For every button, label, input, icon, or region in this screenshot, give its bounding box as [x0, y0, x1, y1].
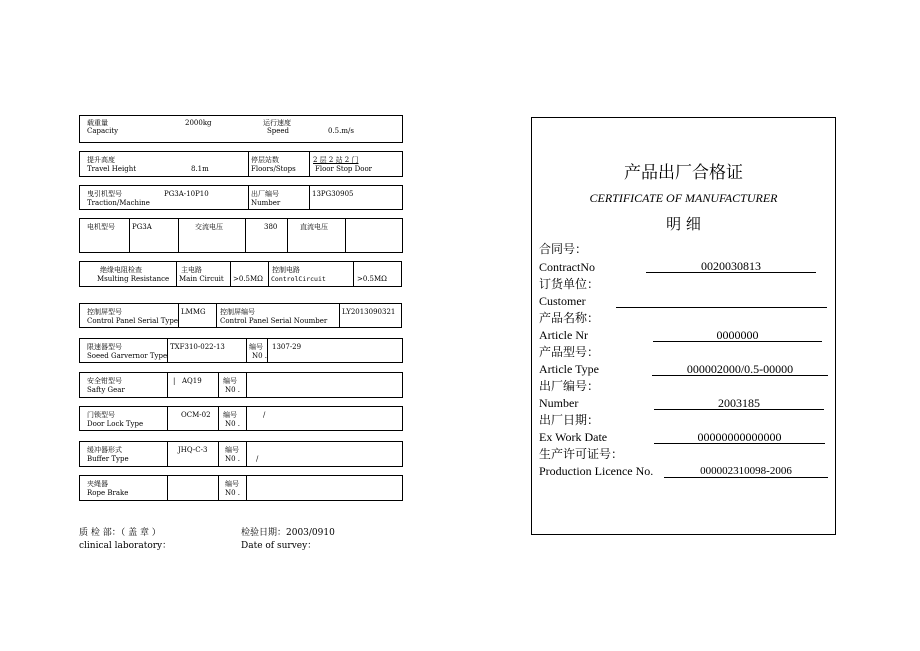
speed-label-en: Speed [267, 127, 290, 135]
insulation-label-en: Msulting Resistance [97, 275, 170, 283]
article-type-value: 000002000/0.5-00000 [652, 363, 828, 376]
floor-stop-door-label: Floor Stop Door [315, 165, 373, 173]
governor-number-value: 1307-29 [272, 343, 302, 351]
door-lock-value: OCM-02 [181, 411, 211, 419]
floors-stops-label-en: Floors/Stops [251, 165, 296, 173]
rope-brake-label-en: Rope Brake [87, 489, 129, 497]
rope-brake-number-label-cn: 编号 [225, 480, 239, 488]
row-control-panel [79, 303, 402, 328]
survey-date-label-cn: 检验日期：2003/0910 [241, 528, 335, 538]
control-circuit-label-cn: 控制电路 [272, 266, 300, 274]
article-type-label-en: Article Type [539, 362, 599, 376]
travel-height-value: 8.1m [191, 165, 209, 173]
control-panel-number-label-en: Control Panel Serial Noumber [220, 317, 328, 325]
control-circuit-label-en: ControlCircuit [271, 275, 326, 283]
capacity-label-en: Capacity [87, 127, 119, 135]
row-door-lock [79, 406, 403, 431]
row-buffer [79, 441, 403, 467]
customer-label-en: Customer [539, 294, 586, 308]
row-travel-height [79, 151, 403, 177]
control-circuit-value: >0.5MΩ [357, 275, 387, 283]
travel-height-label-cn: 提升高度 [87, 156, 115, 164]
buffer-value: JHQ-C-3 [178, 446, 208, 454]
safety-gear-value: AQ19 [182, 377, 202, 385]
motor-value: PG3A [132, 223, 152, 231]
customer-value [616, 295, 827, 308]
insulation-label-cn: 绝缘电阻检查 [100, 266, 142, 274]
row-capacity [79, 115, 403, 143]
row-traction-machine [79, 185, 403, 210]
door-lock-number-label-en: N0 . [225, 420, 241, 428]
door-lock-number-label-cn: 编号 [223, 411, 237, 419]
contract-label-cn: 合同号： [539, 242, 588, 256]
control-panel-type-value: LMMG [181, 308, 206, 316]
factory-number-value: 13PG30905 [312, 190, 354, 198]
speed-governor-value: TXF310-022-13 [170, 343, 225, 351]
safety-number-label-cn: 编号 [223, 377, 237, 385]
article-type-label-cn: 产品型号： [539, 345, 600, 359]
door-lock-number-value: / [263, 411, 266, 419]
certificate-panel [531, 117, 836, 535]
row-speed-governor [79, 338, 403, 363]
control-panel-type-label-en: Control Panel Serial Type [87, 317, 179, 325]
factory-number-label-cn: 出厂编号： [539, 379, 600, 393]
factory-number-label-en: Number [251, 199, 281, 207]
customer-label-cn: 订货单位： [539, 277, 600, 291]
lab-stamp-label-cn: 质 检 部：（ 盖 章 ） [79, 528, 161, 538]
article-name-label-cn: 产品名称： [539, 311, 600, 325]
licence-value: 000002310098-2006 [664, 465, 828, 478]
speed-governor-label-cn: 限速器型号 [87, 343, 122, 351]
dc-voltage-label: 直流电压 [300, 223, 328, 231]
buffer-label-cn: 缓冲器形式 [87, 446, 122, 454]
certificate-title-cn: 产品出厂合格证 [624, 163, 743, 183]
contract-value: 0020030813 [646, 260, 816, 273]
row-insulation [79, 261, 402, 287]
factory-number-label-en: Number [539, 396, 579, 410]
capacity-label-cn: 载重量 [87, 119, 108, 127]
governor-number-label-en: N0 . [252, 352, 268, 360]
speed-governor-label-en: Soeed Garvernor Type [87, 352, 168, 360]
main-circuit-label-en: Main Circuit [179, 275, 224, 283]
speed-value: 0.5.m/s [328, 127, 354, 135]
ex-work-date-value: 00000000000000 [654, 431, 825, 444]
ac-voltage-value: 380 [264, 223, 278, 231]
travel-height-label-en: Travel Height [87, 165, 137, 173]
buffer-number-label-en: N0 . [225, 455, 241, 463]
rope-brake-number-label-en: N0 . [225, 489, 241, 497]
ex-work-date-label-cn: 出厂日期： [539, 413, 600, 427]
safety-gear-marker: | [173, 377, 176, 385]
safety-number-label-en: N0 . [225, 386, 241, 394]
main-circuit-value: >0.5MΩ [233, 275, 263, 283]
door-lock-label-cn: 门锁型号 [87, 411, 115, 419]
governor-number-label-cn: 编号 [249, 343, 263, 351]
buffer-number-label-cn: 编号 [225, 446, 239, 454]
traction-label-en: Traction/Machine [87, 199, 150, 207]
row-motor [79, 218, 403, 253]
certificate-subtitle: 明 细 [666, 215, 701, 233]
speed-label-cn: 运行速度 [263, 119, 291, 127]
article-name-value: 0000000 [653, 329, 822, 342]
control-panel-number-label-cn: 控制屏编号 [220, 308, 255, 316]
factory-number-label-cn: 出厂编号 [251, 190, 279, 198]
survey-date-label-en: Date of survey： [241, 541, 317, 551]
rope-brake-label-cn: 夹绳器 [87, 480, 108, 488]
floors-stops-value: 2 层 2 站 2 门 [313, 156, 359, 164]
article-name-label-en: Article Nr [539, 328, 588, 342]
contract-label-en: ContractNo [539, 260, 595, 274]
control-panel-number-value: LY2013090321 [342, 308, 396, 316]
control-panel-type-label-cn: 控制屏型号 [87, 308, 122, 316]
licence-label-cn: 生产许可证号： [539, 447, 624, 461]
safety-gear-label-en: Safty Gear [87, 386, 125, 394]
ex-work-date-label-en: Ex Work Date [539, 430, 608, 444]
motor-label-cn: 电机型号 [87, 223, 115, 231]
row-safety-gear [79, 372, 403, 398]
safety-gear-label-cn: 安全钳型号 [87, 377, 122, 385]
floors-stops-label-cn: 停层站数 [251, 156, 279, 164]
door-lock-label-en: Door Lock Type [87, 420, 144, 428]
lab-stamp-label-en: clinical laboratory： [79, 541, 172, 551]
factory-number-value: 2003185 [654, 397, 824, 410]
certificate-title-en: CERTIFICATE OF MANUFACTURER [589, 191, 778, 205]
row-rope-brake [79, 475, 403, 501]
buffer-label-en: Buffer Type [87, 455, 129, 463]
traction-label-cn: 曳引机型号 [87, 190, 122, 198]
traction-value: PG3A-10P10 [164, 190, 209, 198]
main-circuit-label-cn: 主电路 [181, 266, 202, 274]
buffer-number-value: / [256, 455, 259, 463]
capacity-value: 2000kg [185, 119, 212, 127]
ac-voltage-label: 交流电压 [195, 223, 223, 231]
licence-label-en: Production Licence No. [539, 464, 654, 478]
